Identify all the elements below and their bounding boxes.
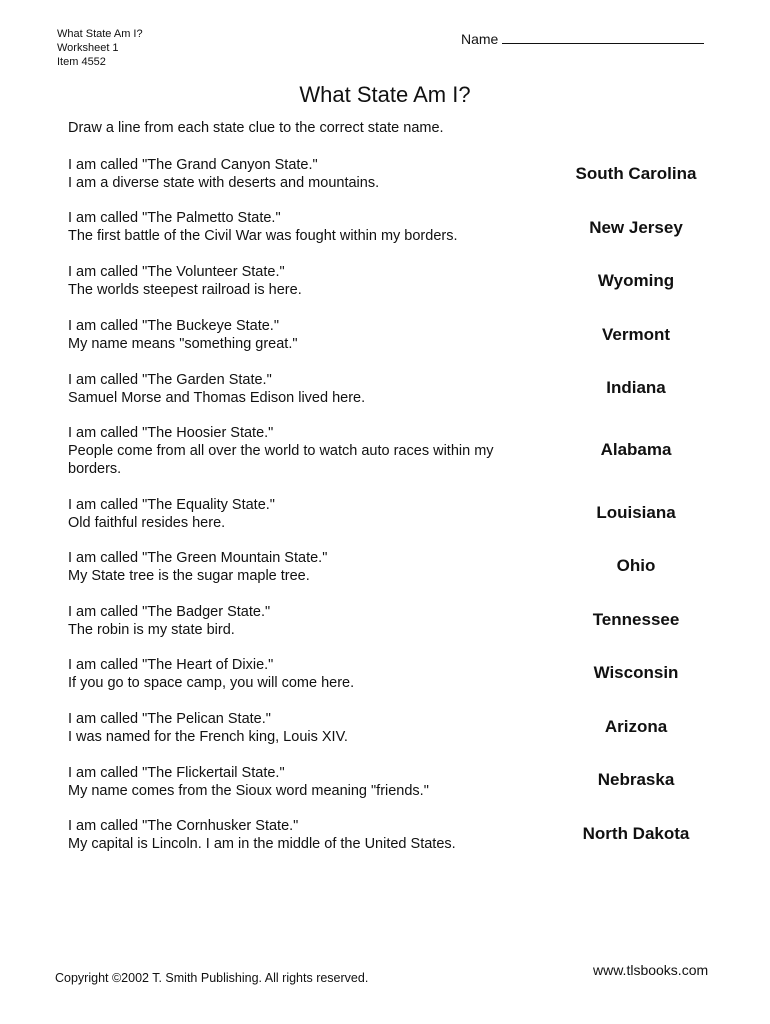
clue-item	[68, 764, 508, 800]
state-name: Louisiana	[596, 503, 676, 522]
clue-nickname: I am called "The Buckeye State."	[68, 318, 279, 334]
name-field	[461, 30, 704, 47]
website-link[interactable]: www.tlsbooks.com	[593, 962, 709, 978]
clue-item	[68, 209, 508, 245]
worksheet-title-small: What State Am I?	[57, 28, 143, 40]
state-name: Tennessee	[592, 610, 680, 629]
page-title: What State Am I?	[299, 82, 471, 107]
clue-item	[68, 317, 508, 353]
state-name: North Dakota	[582, 824, 690, 843]
clue-nickname: I am called "The Cornhusker State."	[68, 818, 299, 834]
clue-item	[68, 817, 508, 853]
clue-fact: My State tree is the sugar maple tree.	[68, 568, 310, 584]
clue-item	[68, 656, 508, 692]
clue-fact: The worlds steepest railroad is here.	[68, 282, 302, 298]
state-name: Ohio	[616, 556, 656, 575]
clue-fact: I am a diverse state with deserts and mountains.	[68, 175, 380, 191]
instructions: Draw a line from each state clue to the correct state name.	[68, 120, 444, 136]
clue-fact: The robin is my state bird.	[68, 622, 235, 638]
state-name: Wyoming	[597, 271, 675, 290]
state-name: Arizona	[604, 717, 668, 736]
clue-nickname: I am called "The Hoosier State."	[68, 425, 274, 441]
clue-fact: People come from all over the world to watch auto races within my borders.	[68, 443, 494, 477]
worksheet-number: Worksheet 1	[57, 42, 119, 54]
clue-nickname: I am called "The Garden State."	[68, 372, 272, 388]
copyright-notice: Copyright ©2002 T. Smith Publishing. All rights reserved.	[55, 971, 369, 985]
clue-fact: Old faithful resides here.	[68, 515, 226, 531]
state-name: Nebraska	[597, 770, 675, 789]
state-name: South Carolina	[575, 164, 697, 183]
clue-nickname: I am called "The Grand Canyon State."	[68, 157, 318, 173]
state-name: Vermont	[601, 325, 671, 344]
state-name: Alabama	[600, 440, 672, 459]
clue-nickname: I am called "The Badger State."	[68, 604, 271, 620]
clue-item	[68, 603, 508, 639]
clue-fact: Samuel Morse and Thomas Edison lived here.	[68, 390, 366, 406]
clue-item	[68, 156, 508, 192]
clue-fact: The first battle of the Civil War was fought within my borders.	[68, 228, 458, 244]
state-name: Wisconsin	[593, 663, 679, 682]
state-name: Indiana	[606, 378, 666, 397]
clue-item	[68, 371, 508, 407]
clue-item	[68, 424, 498, 478]
clue-fact: I was named for the French king, Louis XIV.	[68, 729, 348, 745]
clue-nickname: I am called "The Heart of Dixie."	[68, 657, 274, 673]
clue-nickname: I am called "The Volunteer State."	[68, 264, 285, 280]
name-blank-line[interactable]	[502, 30, 704, 44]
clue-nickname: I am called "The Pelican State."	[68, 711, 271, 727]
clue-item	[68, 263, 508, 299]
clue-nickname: I am called "The Palmetto State."	[68, 210, 281, 226]
clue-fact: If you go to space camp, you will come here.	[68, 675, 355, 691]
clue-fact: My name means "something great."	[68, 336, 298, 352]
clue-nickname: I am called "The Flickertail State."	[68, 765, 285, 781]
clue-item	[68, 710, 508, 746]
worksheet-info	[57, 27, 143, 69]
state-name: New Jersey	[589, 218, 683, 237]
clue-nickname: I am called "The Equality State."	[68, 497, 275, 513]
clue-fact: My capital is Lincoln. I am in the middle of the United States.	[68, 836, 456, 852]
clue-item	[68, 549, 508, 585]
clue-fact: My name comes from the Sioux word meaning "friends."	[68, 783, 429, 799]
name-label: Name	[461, 31, 499, 47]
clue-nickname: I am called "The Green Mountain State."	[68, 550, 328, 566]
clue-item	[68, 496, 508, 532]
item-number: Item 4552	[57, 56, 106, 68]
